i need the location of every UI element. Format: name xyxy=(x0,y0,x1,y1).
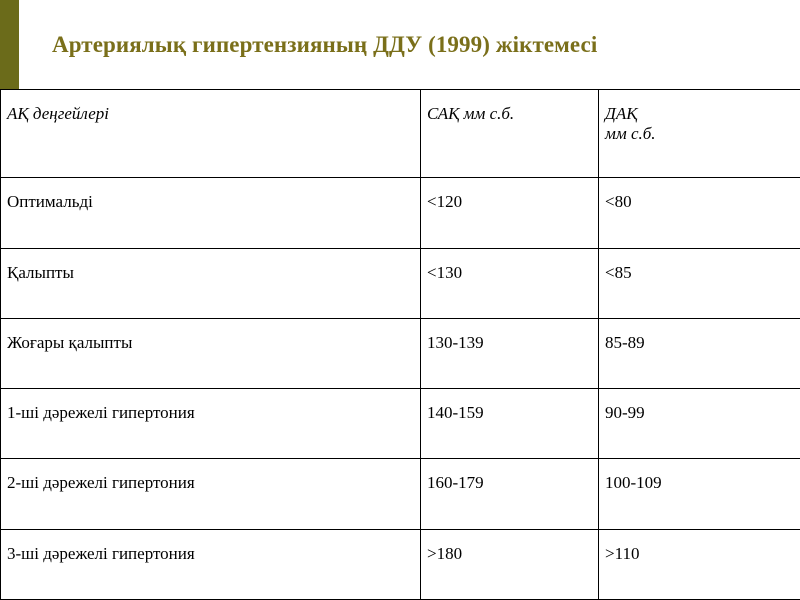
cell-level: Оптимальді xyxy=(1,178,421,248)
cell-dbp: <85 xyxy=(599,248,800,318)
table-row xyxy=(1,318,800,388)
table-row xyxy=(1,529,800,599)
header-dbp xyxy=(599,90,800,178)
table-row xyxy=(1,178,800,248)
cell-level: 2-ші дәрежелі гипертония xyxy=(1,459,421,529)
cell-sbp: <130 xyxy=(421,248,599,318)
header-level: АҚ деңгейлері xyxy=(1,90,421,178)
header-dbp-line1: ДАҚ xyxy=(605,104,638,123)
accent-side-bar xyxy=(0,0,19,89)
table-row xyxy=(1,248,800,318)
cell-sbp: <120 xyxy=(421,178,599,248)
cell-level: Жоғары қалыпты xyxy=(1,318,421,388)
cell-level: 3-ші дәрежелі гипертония xyxy=(1,529,421,599)
cell-dbp: 90-99 xyxy=(599,389,800,459)
cell-sbp: >180 xyxy=(421,529,599,599)
cell-dbp: <80 xyxy=(599,178,800,248)
cell-sbp: 160-179 xyxy=(421,459,599,529)
cell-dbp: 85-89 xyxy=(599,318,800,388)
cell-level: 1-ші дәрежелі гипертония xyxy=(1,389,421,459)
header-dbp-line2: мм с.б. xyxy=(605,124,656,143)
header-sbp: САҚ мм с.б. xyxy=(421,90,599,178)
table-row xyxy=(1,459,800,529)
table-header-row xyxy=(1,90,800,178)
table-row xyxy=(1,389,800,459)
blood-pressure-classification-table xyxy=(0,89,800,600)
cell-level: Қалыпты xyxy=(1,248,421,318)
cell-sbp: 140-159 xyxy=(421,389,599,459)
cell-dbp: 100-109 xyxy=(599,459,800,529)
slide-title: Артериялық гипертензияның ДДУ (1999) жіктемесі xyxy=(52,32,598,57)
cell-dbp: >110 xyxy=(599,529,800,599)
cell-sbp: 130-139 xyxy=(421,318,599,388)
